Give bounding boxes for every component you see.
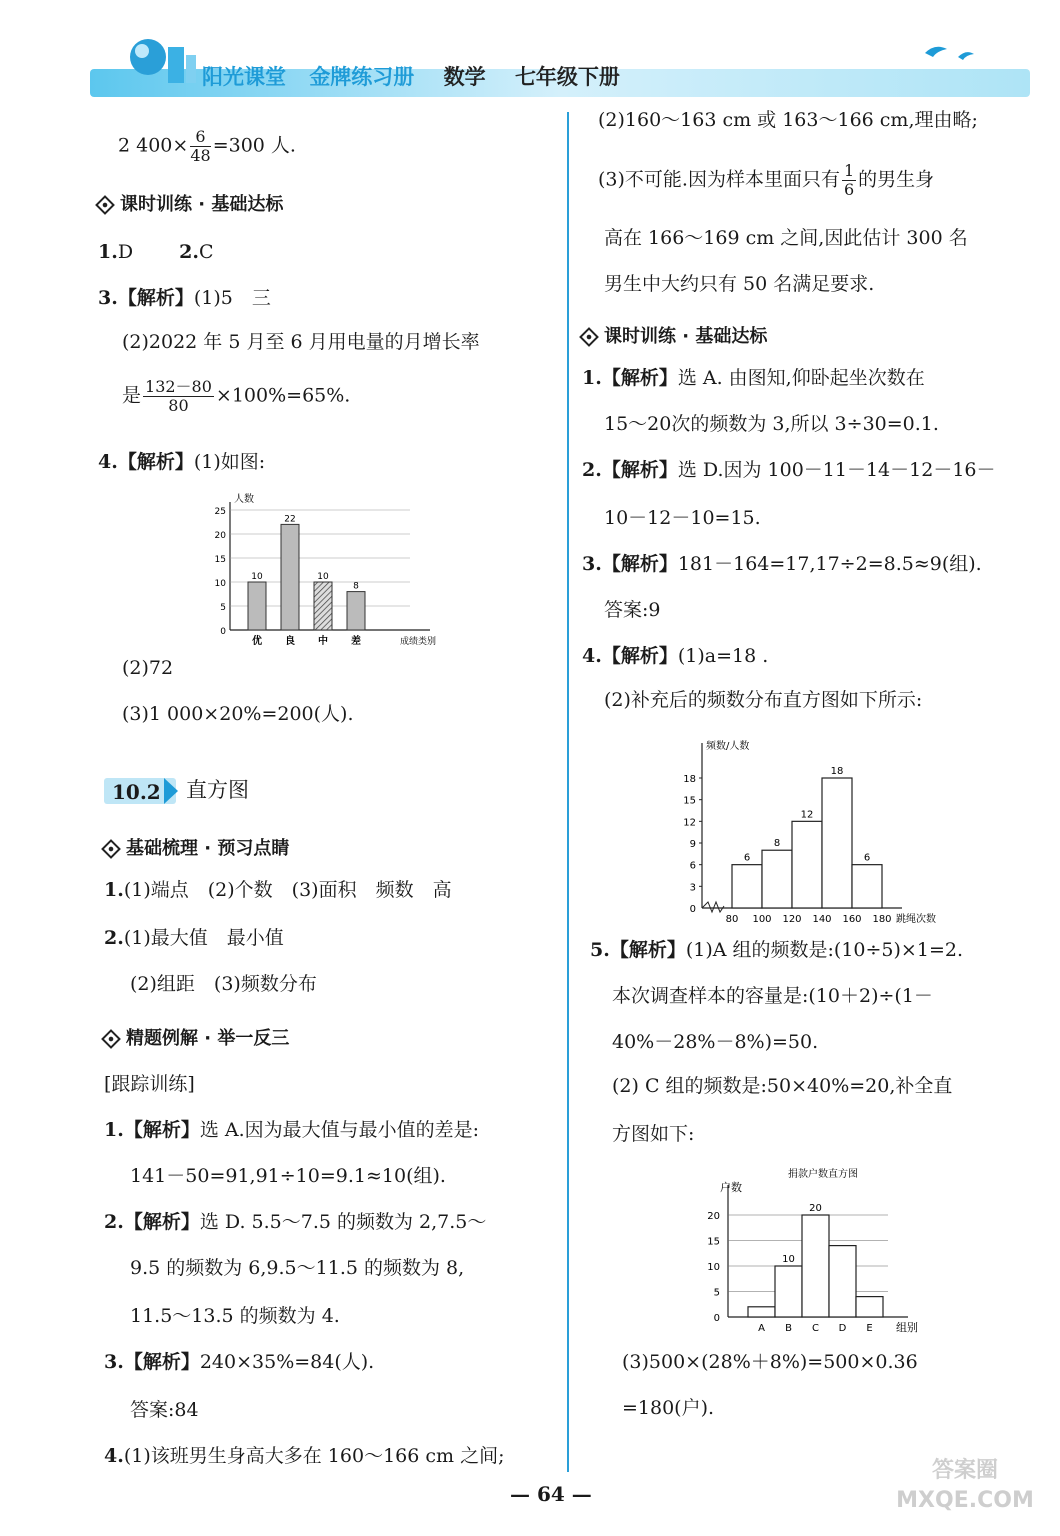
track-4: 4.(1)该班男生身高大多在 160～166 cm 之间; bbox=[104, 1445, 505, 1467]
y-tick-label: 9 bbox=[689, 839, 696, 850]
x-tick-label: B bbox=[785, 1323, 792, 1334]
bar-chart-grades bbox=[200, 490, 460, 650]
track-3-answer: 答案:84 bbox=[130, 1399, 199, 1421]
data-label: 10 bbox=[317, 572, 329, 582]
question-4: 4.【解析】(1)如图: bbox=[98, 451, 266, 473]
y-tick-label: 15 bbox=[707, 1236, 720, 1248]
bar bbox=[347, 592, 365, 630]
practice-4-line: (2)补充后的频数分布直方图如下所示: bbox=[604, 689, 923, 711]
x-tick-label: A bbox=[758, 1323, 765, 1334]
page-number: — 64 — bbox=[510, 1482, 592, 1506]
practice-5-line: (2) C 组的频数是:50×40%=20,补全直 bbox=[612, 1075, 953, 1097]
question-3: 3.【解析】(1)5 三 bbox=[98, 287, 271, 309]
bar bbox=[802, 1215, 829, 1317]
track-1: 1.【解析】选 A.因为最大值与最小值的差是: bbox=[104, 1119, 480, 1141]
bar bbox=[281, 524, 299, 630]
y-tick-label: 15 bbox=[683, 795, 696, 807]
tracking-label: [跟踪训练] bbox=[104, 1073, 195, 1095]
section-heading: 课时训练 · 基础达标 bbox=[582, 322, 767, 348]
y-tick-label: 6 bbox=[689, 860, 696, 872]
data-label: 22 bbox=[284, 514, 296, 525]
y-tick-label: 0 bbox=[220, 627, 226, 637]
data-label: 8 bbox=[353, 581, 359, 592]
axis-break-mark bbox=[702, 902, 724, 912]
section-title: 直方图 bbox=[186, 778, 249, 802]
question-4-line: (2)72 bbox=[122, 657, 174, 679]
practice-4: 4.【解析】(1)a=18 . bbox=[582, 645, 769, 667]
section-heading: 课时训练 · 基础达标 bbox=[98, 190, 283, 216]
y-tick-label: 10 bbox=[707, 1262, 720, 1273]
practice-3: 3.【解析】181－164=17,17÷2=8.5≈9(组). bbox=[582, 553, 982, 575]
right-line: 男生中大约只有 50 名满足要求. bbox=[604, 273, 875, 295]
track-1-line: 141－50=91,91÷10=9.1≈10(组). bbox=[130, 1165, 446, 1187]
practice-5-line: (3)500×(28%＋8%)=500×0.36 bbox=[622, 1351, 918, 1373]
practice-5-line: 40%－28%－8%)=50. bbox=[612, 1031, 819, 1053]
x-tick-label: 差 bbox=[351, 636, 361, 647]
question-4-line: (3)1 000×20%=200(人). bbox=[122, 703, 354, 725]
x-tick-label: 120 bbox=[782, 914, 802, 925]
chevron-right-icon bbox=[164, 778, 178, 804]
bird-icon bbox=[925, 47, 947, 57]
right-line: (2)160～163 cm 或 163～166 cm,理由略; bbox=[598, 109, 978, 131]
track-2-line: 11.5～13.5 的频数为 4. bbox=[130, 1305, 340, 1327]
y-tick-label: 3 bbox=[689, 882, 696, 894]
chart-title: 捐款户数直方图 bbox=[788, 1169, 858, 1180]
practice-5-line: 方图如下: bbox=[612, 1123, 695, 1145]
x-tick-label: 140 bbox=[812, 914, 832, 925]
x-axis-label: 成绩类别 bbox=[400, 637, 437, 647]
x-tick-label: C bbox=[812, 1323, 819, 1334]
page-header bbox=[90, 35, 1030, 101]
bar bbox=[248, 582, 266, 630]
bird-icon bbox=[958, 52, 974, 60]
y-tick-label: 5 bbox=[220, 603, 226, 613]
column-divider bbox=[567, 112, 569, 1472]
right-line: (3)不可能.因为样本里面只有 $\frac{1}{6}$ 的男生身 bbox=[598, 161, 935, 199]
right-line: 高在 166～169 cm 之间,因此估计 300 名 bbox=[604, 227, 968, 249]
y-tick-label: 20 bbox=[214, 531, 226, 541]
bar bbox=[852, 865, 882, 908]
x-axis-label: 组别 bbox=[896, 1321, 918, 1334]
x-tick-label: 180 bbox=[872, 914, 892, 925]
bar bbox=[314, 582, 332, 630]
practice-1: 1.【解析】选 A. 由图知,仰卧起坐次数在 bbox=[582, 367, 925, 389]
y-tick-label: 5 bbox=[713, 1287, 720, 1299]
question-3-line: 是 $\frac{132-80}{80}$ ×100%=65%. bbox=[122, 377, 351, 415]
x-axis-label: 跳绳次数 bbox=[896, 914, 936, 925]
basic-item-1: 1.(1)端点 (2)个数 (3)面积 频数 高 bbox=[104, 879, 452, 901]
data-label: 6 bbox=[863, 852, 871, 864]
y-axis-label: 频数/人数 bbox=[706, 741, 750, 752]
bar bbox=[856, 1297, 883, 1317]
data-label: 18 bbox=[830, 766, 844, 777]
section-heading: 精题例解 · 举一反三 bbox=[104, 1024, 289, 1050]
data-label: 12 bbox=[800, 809, 814, 821]
x-tick-label: E bbox=[866, 1323, 873, 1334]
section-heading: 基础梳理 · 预习点睛 bbox=[104, 834, 289, 860]
basic-item-2: 2.(1)最大值 最小值 bbox=[104, 927, 284, 949]
data-label: 8 bbox=[773, 838, 781, 850]
y-axis-label: 户数 bbox=[720, 1181, 742, 1194]
practice-5-line: 本次调查样本的容量是:(10＋2)÷(1－ bbox=[612, 985, 933, 1007]
data-label: 6 bbox=[743, 852, 751, 864]
grade: 七年级下册 bbox=[514, 65, 620, 89]
bar bbox=[762, 850, 792, 908]
x-tick-label: 优 bbox=[252, 636, 262, 647]
y-axis-label: 人数 bbox=[234, 494, 254, 505]
x-tick-label: D bbox=[838, 1323, 847, 1334]
practice-1-line: 15～20次的频数为 3,所以 3÷30=0.1. bbox=[604, 413, 939, 435]
track-3: 3.【解析】240×35%=84(人). bbox=[104, 1351, 375, 1373]
bar bbox=[732, 865, 762, 908]
data-label: 20 bbox=[809, 1203, 822, 1214]
track-2: 2.【解析】选 D. 5.5～7.5 的频数为 2,7.5～ bbox=[104, 1211, 487, 1233]
y-tick-label: 20 bbox=[707, 1211, 720, 1222]
y-tick-label: 12 bbox=[683, 817, 696, 829]
question-3-line: (2)2022 年 5 月至 6 月用电量的月增长率 bbox=[122, 331, 480, 353]
bar bbox=[822, 778, 852, 908]
x-tick-label: 80 bbox=[725, 914, 739, 925]
basic-item-2-line: (2)组距 (3)频数分布 bbox=[130, 973, 317, 995]
section-badge-number: 10.2 bbox=[112, 780, 161, 804]
practice-5: 5.【解析】(1)A 组的频数是:(10÷5)×1=2. bbox=[590, 939, 963, 961]
brand-series: 金牌练习册 bbox=[309, 65, 415, 89]
bar bbox=[775, 1266, 802, 1317]
bar bbox=[829, 1246, 856, 1317]
x-tick-label: 100 bbox=[752, 914, 772, 925]
practice-3-answer: 答案:9 bbox=[604, 599, 661, 621]
y-tick-label: 10 bbox=[214, 579, 226, 589]
y-tick-label: 15 bbox=[214, 555, 226, 565]
calc-line: 2 400× $\frac{6}{48}$ =300 人. bbox=[118, 127, 296, 165]
bar bbox=[748, 1307, 775, 1317]
y-tick-label: 0 bbox=[713, 1313, 720, 1324]
histogram-jump-rope bbox=[660, 735, 960, 930]
x-tick-label: 160 bbox=[842, 914, 862, 925]
brand-name: 阳光课堂 bbox=[202, 65, 286, 89]
track-2-line: 9.5 的频数为 6,9.5～11.5 的频数为 8, bbox=[130, 1257, 465, 1279]
practice-5-line: =180(户). bbox=[622, 1397, 715, 1419]
answer-row: 1.D 2.C bbox=[98, 241, 214, 263]
practice-2-line: 10－12－10=15. bbox=[604, 507, 761, 529]
subject: 数学 bbox=[443, 65, 486, 89]
data-label: 10 bbox=[251, 572, 263, 582]
x-tick-label: 良 bbox=[285, 636, 295, 647]
y-tick-label: 0 bbox=[689, 904, 696, 915]
y-tick-label: 25 bbox=[214, 507, 226, 517]
watermark: 答案圈 MXQE.COM bbox=[896, 1458, 1034, 1513]
bar bbox=[792, 821, 822, 908]
histogram-donations bbox=[690, 1165, 940, 1340]
data-label: 10 bbox=[782, 1254, 795, 1265]
y-tick-label: 18 bbox=[683, 774, 696, 785]
practice-2: 2.【解析】选 D.因为 100－11－14－12－16－ bbox=[582, 459, 996, 481]
x-tick-label: 中 bbox=[318, 636, 328, 647]
